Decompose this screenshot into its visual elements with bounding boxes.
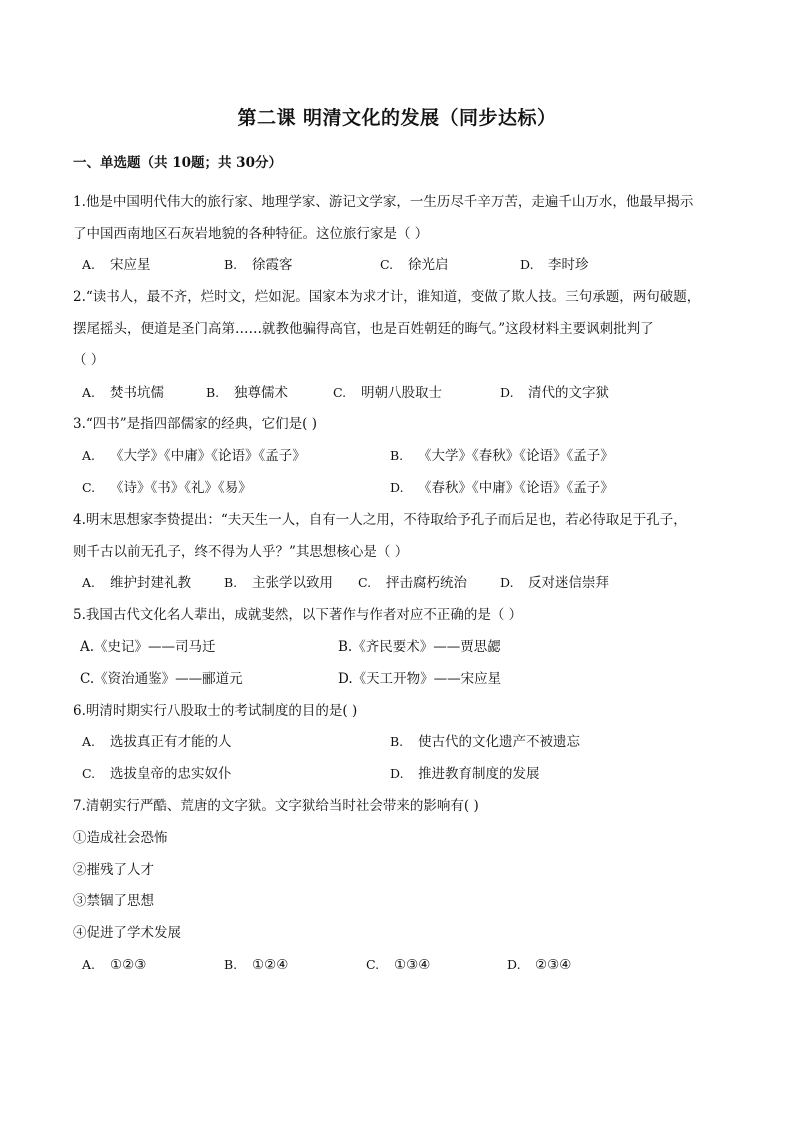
question-7-item-4: ④促进了学术发展 xyxy=(73,925,181,941)
option-c[interactable]: C.《资治通鉴》——郦道元 xyxy=(80,671,243,687)
option-a[interactable]: A. 焚书坑儒 xyxy=(82,385,164,401)
option-a[interactable]: A. ①②③ xyxy=(82,957,147,973)
question-7-options xyxy=(82,956,782,974)
question-7-line-1: 7.清朝实行严酷、荒唐的文字狱。文字狱给当时社会带来的影响有( ) xyxy=(73,798,479,814)
option-c[interactable]: C. ①③④ xyxy=(366,957,431,973)
option-c[interactable]: C. 徐光启 xyxy=(380,257,449,273)
question-3-options-row-2 xyxy=(82,479,782,497)
option-a[interactable]: A.《史记》——司马迁 xyxy=(80,639,216,655)
option-d[interactable]: D. ②③④ xyxy=(507,957,572,973)
option-b[interactable]: B. 使古代的文化遗产不被遗忘 xyxy=(390,734,580,750)
option-a[interactable]: A. 《大学》《中庸》《论语》《孟子》 xyxy=(82,448,306,464)
question-3-options-row-1 xyxy=(82,447,782,465)
option-c[interactable]: C. 选拔皇帝的忠实奴仆 xyxy=(82,766,232,782)
page-title: 第二课 明清文化的发展（同步达标） xyxy=(237,107,557,129)
option-a[interactable]: A. 选拔真正有才能的人 xyxy=(82,734,232,750)
question-2-line-1: 2.“读书人，最不齐，烂时文，烂如泥。国家本为求才计，谁知道，变做了欺人技。三句承题，两句破题， xyxy=(73,289,701,305)
option-b[interactable]: B. 独尊儒术 xyxy=(206,385,288,401)
question-4-line-1: 4.明末思想家李贽提出：“夫天生一人，自有一人之用，不待取给予孔子而后足也，若必待取足于孔子， xyxy=(73,512,687,528)
option-d[interactable]: D.《天工开物》——宋应星 xyxy=(338,671,502,687)
option-b[interactable]: B. 《大学》《春秋》《论语》《孟子》 xyxy=(390,448,614,464)
question-7-item-2: ②摧残了人才 xyxy=(73,862,154,878)
question-3-line-1: 3.“四书”是指四部儒家的经典，它们是( ) xyxy=(73,416,318,432)
question-2-options xyxy=(82,384,782,402)
option-d[interactable]: D. 李时珍 xyxy=(520,257,589,273)
question-4-options xyxy=(82,574,782,592)
question-1-line-1: 1.他是中国明代伟大的旅行家、地理学家、游记文学家，一生历尽千辛万苦，走遍千山万水，他最早揭示 xyxy=(73,194,694,210)
question-1-options xyxy=(82,256,782,274)
option-b[interactable]: B. ①②④ xyxy=(224,957,289,973)
section-heading: 一、单选题（共 10题；共 30分） xyxy=(73,155,282,171)
question-6-options-row-2 xyxy=(82,765,782,783)
option-d[interactable]: D. 反对迷信崇拜 xyxy=(500,575,609,591)
question-7-item-3: ③禁锢了思想 xyxy=(73,893,154,909)
question-2-line-3: （ ） xyxy=(73,352,105,368)
option-b[interactable]: B.《齐民要术》——贾思勰 xyxy=(338,639,501,655)
option-b[interactable]: B. 主张学以致用 xyxy=(224,575,333,591)
question-4-line-2: 则千古以前无孔子，终不得为人乎？”其思想核心是（ ） xyxy=(73,544,409,560)
option-d[interactable]: D. 《春秋》《中庸》《论语》《孟子》 xyxy=(390,480,614,496)
question-7-item-1: ①造成社会恐怖 xyxy=(73,830,168,846)
option-b[interactable]: B. 徐霞客 xyxy=(224,257,293,273)
question-5-line-1: 5.我国古代文化名人辈出，成就斐然，以下著作与作者对应不正确的是（ ） xyxy=(73,607,523,623)
option-c[interactable]: C. 《诗》《书》《礼》《易》 xyxy=(82,480,252,496)
option-c[interactable]: C. 明朝八股取士 xyxy=(333,385,442,401)
question-1-line-2: 了中国西南地区石灰岩地貌的各种特征。这位旅行家是（ ） xyxy=(73,226,429,242)
question-6-line-1: 6.明清时期实行八股取士的考试制度的目的是( ) xyxy=(73,703,358,719)
option-c[interactable]: C. 抨击腐朽统治 xyxy=(358,575,467,591)
question-6-options-row-1 xyxy=(82,733,782,751)
question-5-options-row-2 xyxy=(80,670,780,688)
option-d[interactable]: D. 推进教育制度的发展 xyxy=(390,766,540,782)
question-5-options-row-1 xyxy=(80,638,780,656)
option-a[interactable]: A. 宋应星 xyxy=(82,257,151,273)
option-a[interactable]: A. 维护封建礼教 xyxy=(82,575,191,591)
option-d[interactable]: D. 清代的文字狱 xyxy=(500,385,609,401)
question-2-line-2: 摆尾摇头，便道是圣门高第……就教他骗得高官，也是百姓朝廷的晦气。”这段材料主要讽刺批判了 xyxy=(73,321,654,337)
